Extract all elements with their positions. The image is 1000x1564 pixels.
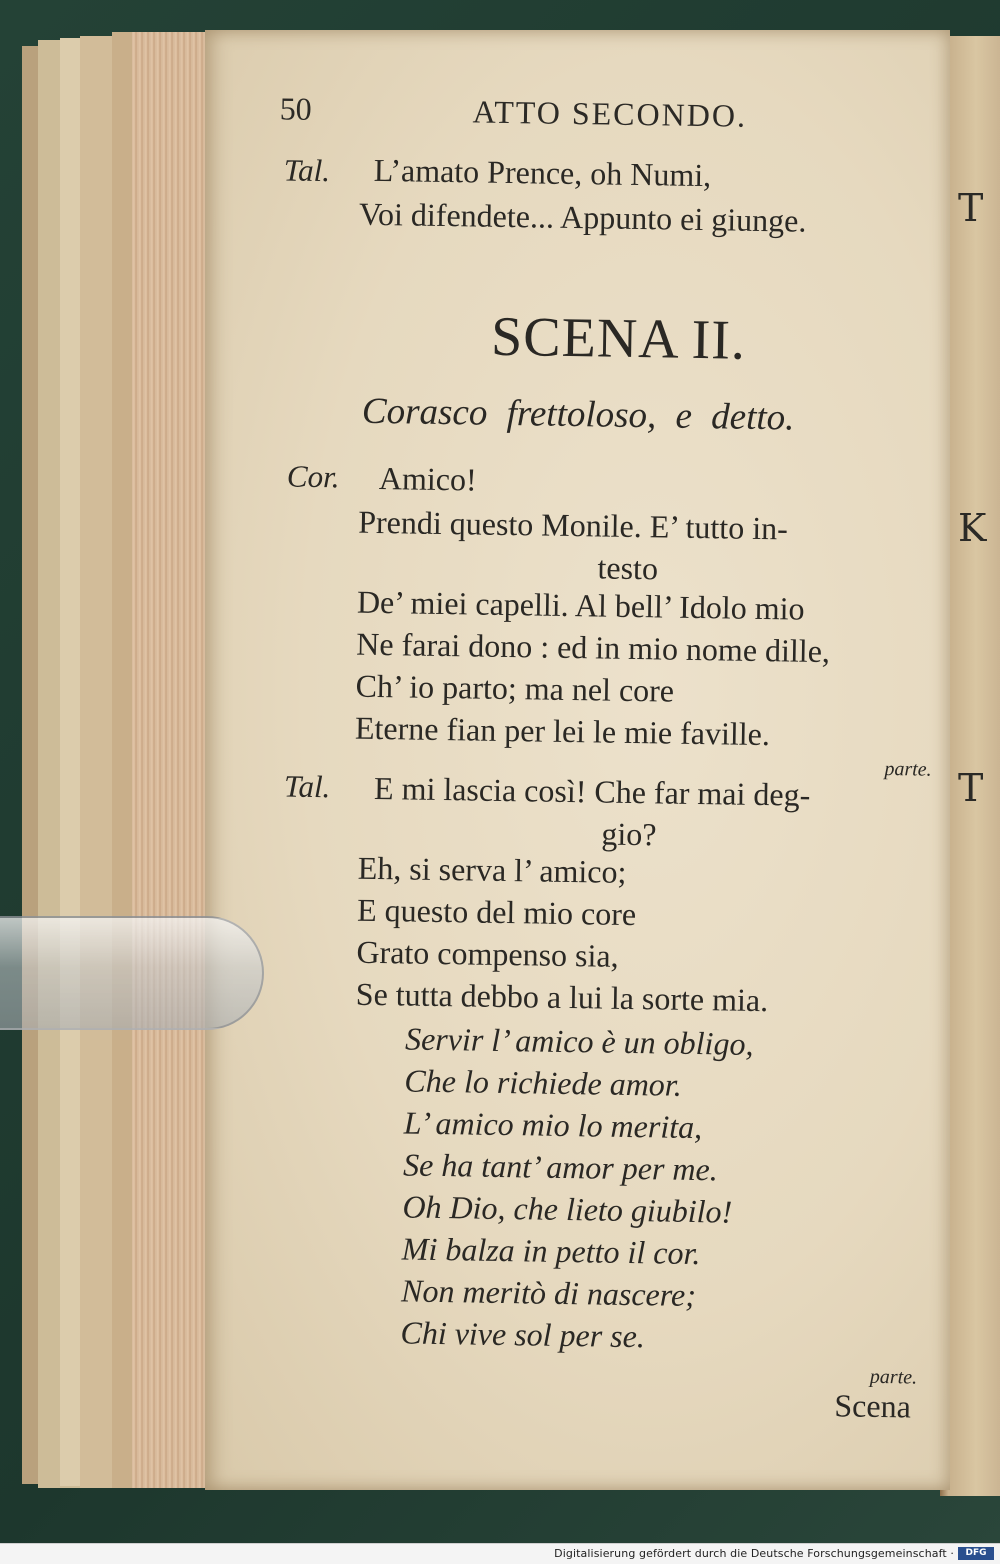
aria-line: Non meritò di nascere; xyxy=(400,1272,697,1314)
book-page xyxy=(205,30,950,1490)
verse-line: testo xyxy=(597,549,659,587)
running-head: ATTO SECONDO. xyxy=(472,93,748,134)
verse-line: gio? xyxy=(601,815,657,853)
verse-line: Voi difendete... Appunto ei giunge. xyxy=(358,195,807,239)
glass-page-holder xyxy=(0,916,264,1030)
verse-line: Ch’ io parto; ma nel core xyxy=(355,667,675,709)
aria-line: L’ amico mio lo merita, xyxy=(403,1104,703,1146)
facing-page-glyph: T xyxy=(958,766,984,810)
verse-line: Eh, si serva l’ amico; xyxy=(357,849,627,890)
verse-line: Se tutta debbo a lui la sorte mia. xyxy=(355,975,769,1019)
aria-line: Oh Dio, che lieto giubilo! xyxy=(402,1188,733,1230)
facing-page-glyph: K xyxy=(958,506,987,550)
speaker-label: Cor. xyxy=(286,458,340,495)
scene-title: SCENA II. xyxy=(490,305,747,372)
aria-line: Che lo richiede amor. xyxy=(404,1062,683,1103)
stage-direction: parte. xyxy=(869,1365,918,1389)
aria-line: Servir l’ amico è un obligo, xyxy=(404,1020,754,1062)
verse-line: De’ miei capelli. Al bell’ Idolo mio xyxy=(356,583,805,627)
speaker-label: Tal. xyxy=(283,152,331,189)
verse-line: Eterne fian per lei le mie faville. xyxy=(354,709,771,753)
page-number: 50 xyxy=(279,90,313,127)
verse-line: Ne farai dono : ed in mio nome dille, xyxy=(356,625,831,670)
verse-line: E mi lascia così! Che far mai deg- xyxy=(373,769,811,813)
speaker-label: Tal. xyxy=(283,768,331,805)
aria-line: Mi balza in petto il cor. xyxy=(401,1230,701,1272)
verse-line: L’amato Prence, oh Numi, xyxy=(373,151,712,194)
funding-credit: Digitalisierung gefördert durch die Deutsche Forschungsgemeinschaft · xyxy=(554,1547,954,1560)
facing-page-glyph: T xyxy=(958,186,984,230)
aria-line: Se ha tant’ amor per me. xyxy=(402,1146,719,1188)
catchword: Scena xyxy=(834,1387,912,1425)
scene-subtitle: Corasco frettoloso, e detto. xyxy=(361,390,795,439)
aria-line: Chi vive sol per se. xyxy=(400,1314,646,1355)
verse-line: E questo del mio core xyxy=(356,891,637,933)
stage-direction: parte. xyxy=(884,757,932,781)
footer-bar xyxy=(0,1543,1000,1564)
verse-line: Amico! xyxy=(378,459,477,498)
dfg-logo-icon: DFG xyxy=(958,1547,994,1560)
verse-line: Prendi questo Monile. E’ tutto in- xyxy=(357,503,789,547)
page-text-block xyxy=(193,25,961,1497)
verse-line: Grato compenso sia, xyxy=(356,933,619,974)
